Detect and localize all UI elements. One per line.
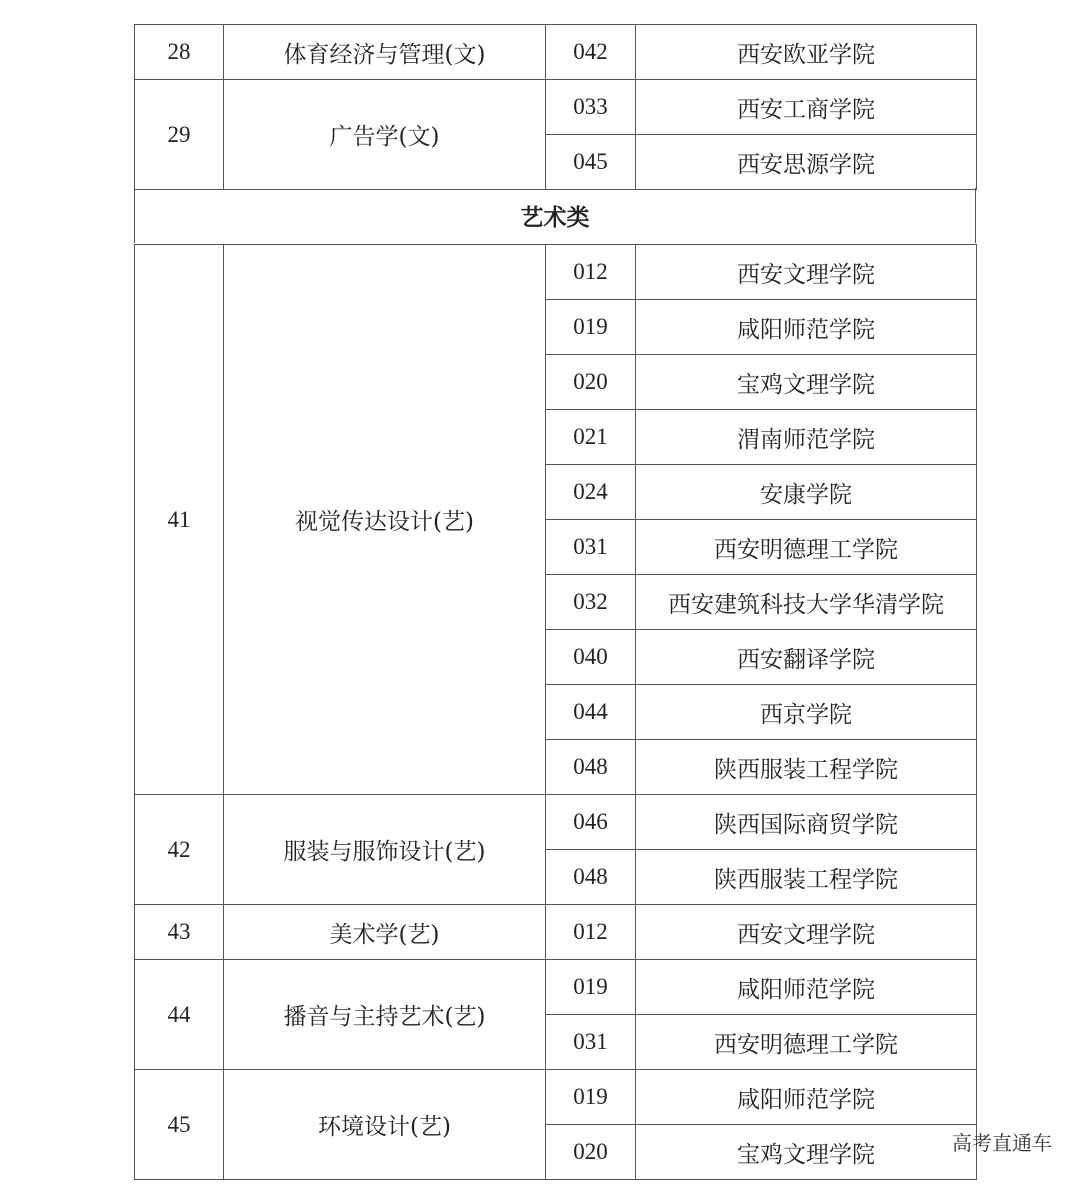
school-row [546, 685, 977, 740]
school-name: 西安翻译学院 [636, 630, 977, 685]
major-number: 41 [135, 245, 224, 795]
major-number: 42 [135, 795, 224, 905]
school-code: 020 [546, 1125, 636, 1180]
school-row [546, 740, 977, 795]
school-name: 宝鸡文理学院 [636, 1125, 977, 1180]
school-code: 045 [546, 135, 636, 190]
major-number: 44 [135, 960, 224, 1070]
school-name: 西京学院 [636, 685, 977, 740]
major-row [135, 795, 546, 905]
school-row [546, 850, 977, 905]
major-number: 28 [135, 25, 224, 80]
school-row [546, 795, 977, 850]
school-code: 048 [546, 740, 636, 795]
school-name: 陕西服装工程学院 [636, 850, 977, 905]
school-name: 西安工商学院 [636, 80, 977, 135]
school-code: 031 [546, 1015, 636, 1070]
school-code: 031 [546, 520, 636, 575]
school-row [546, 520, 977, 575]
major-name: 广告学(文) [224, 80, 546, 190]
school-row [546, 1070, 977, 1125]
school-name: 西安文理学院 [636, 245, 977, 300]
school-row [546, 1125, 977, 1180]
major-name: 服装与服饰设计(艺) [224, 795, 546, 905]
major-name: 体育经济与管理(文) [224, 25, 546, 80]
school-code: 046 [546, 795, 636, 850]
school-code: 040 [546, 630, 636, 685]
school-name: 陕西国际商贸学院 [636, 795, 977, 850]
school-row [546, 25, 977, 80]
school-row [546, 355, 977, 410]
school-name: 西安文理学院 [636, 905, 977, 960]
school-row [546, 905, 977, 960]
major-name: 环境设计(艺) [224, 1070, 546, 1180]
school-name: 西安明德理工学院 [636, 520, 977, 575]
major-row [135, 25, 546, 80]
school-name: 西安欧亚学院 [636, 25, 977, 80]
school-row [546, 465, 977, 520]
school-code: 012 [546, 245, 636, 300]
school-name: 陕西服装工程学院 [636, 740, 977, 795]
school-code: 019 [546, 1070, 636, 1125]
category-header: 艺术类 [134, 188, 976, 243]
school-code: 024 [546, 465, 636, 520]
school-code: 042 [546, 25, 636, 80]
major-number: 43 [135, 905, 224, 960]
school-code: 044 [546, 685, 636, 740]
school-name: 西安思源学院 [636, 135, 977, 190]
major-row [135, 905, 546, 960]
school-code: 019 [546, 960, 636, 1015]
school-name: 咸阳师范学院 [636, 960, 977, 1015]
watermark: 高考直通车 [952, 1131, 1052, 1155]
major-row [135, 960, 546, 1070]
school-name: 咸阳师范学院 [636, 1070, 977, 1125]
major-name: 视觉传达设计(艺) [224, 245, 546, 795]
school-row [546, 80, 977, 135]
school-code: 012 [546, 905, 636, 960]
school-row [546, 300, 977, 355]
major-number: 45 [135, 1070, 224, 1180]
major-name: 美术学(艺) [224, 905, 546, 960]
school-code: 020 [546, 355, 636, 410]
school-name: 安康学院 [636, 465, 977, 520]
school-name: 宝鸡文理学院 [636, 355, 977, 410]
school-name: 咸阳师范学院 [636, 300, 977, 355]
school-code: 021 [546, 410, 636, 465]
school-row [546, 575, 977, 630]
school-row [546, 410, 977, 465]
school-name: 西安明德理工学院 [636, 1015, 977, 1070]
school-row [546, 960, 977, 1015]
school-row [546, 1015, 977, 1070]
school-code: 019 [546, 300, 636, 355]
school-code: 032 [546, 575, 636, 630]
major-row [135, 80, 546, 190]
school-row [546, 245, 977, 300]
major-row [135, 1070, 546, 1180]
school-code: 033 [546, 80, 636, 135]
major-number: 29 [135, 80, 224, 190]
school-name: 渭南师范学院 [636, 410, 977, 465]
school-row [546, 135, 977, 190]
major-name: 播音与主持艺术(艺) [224, 960, 546, 1070]
school-row [546, 630, 977, 685]
school-name: 西安建筑科技大学华清学院 [636, 575, 977, 630]
school-code: 048 [546, 850, 636, 905]
major-row [135, 245, 546, 795]
